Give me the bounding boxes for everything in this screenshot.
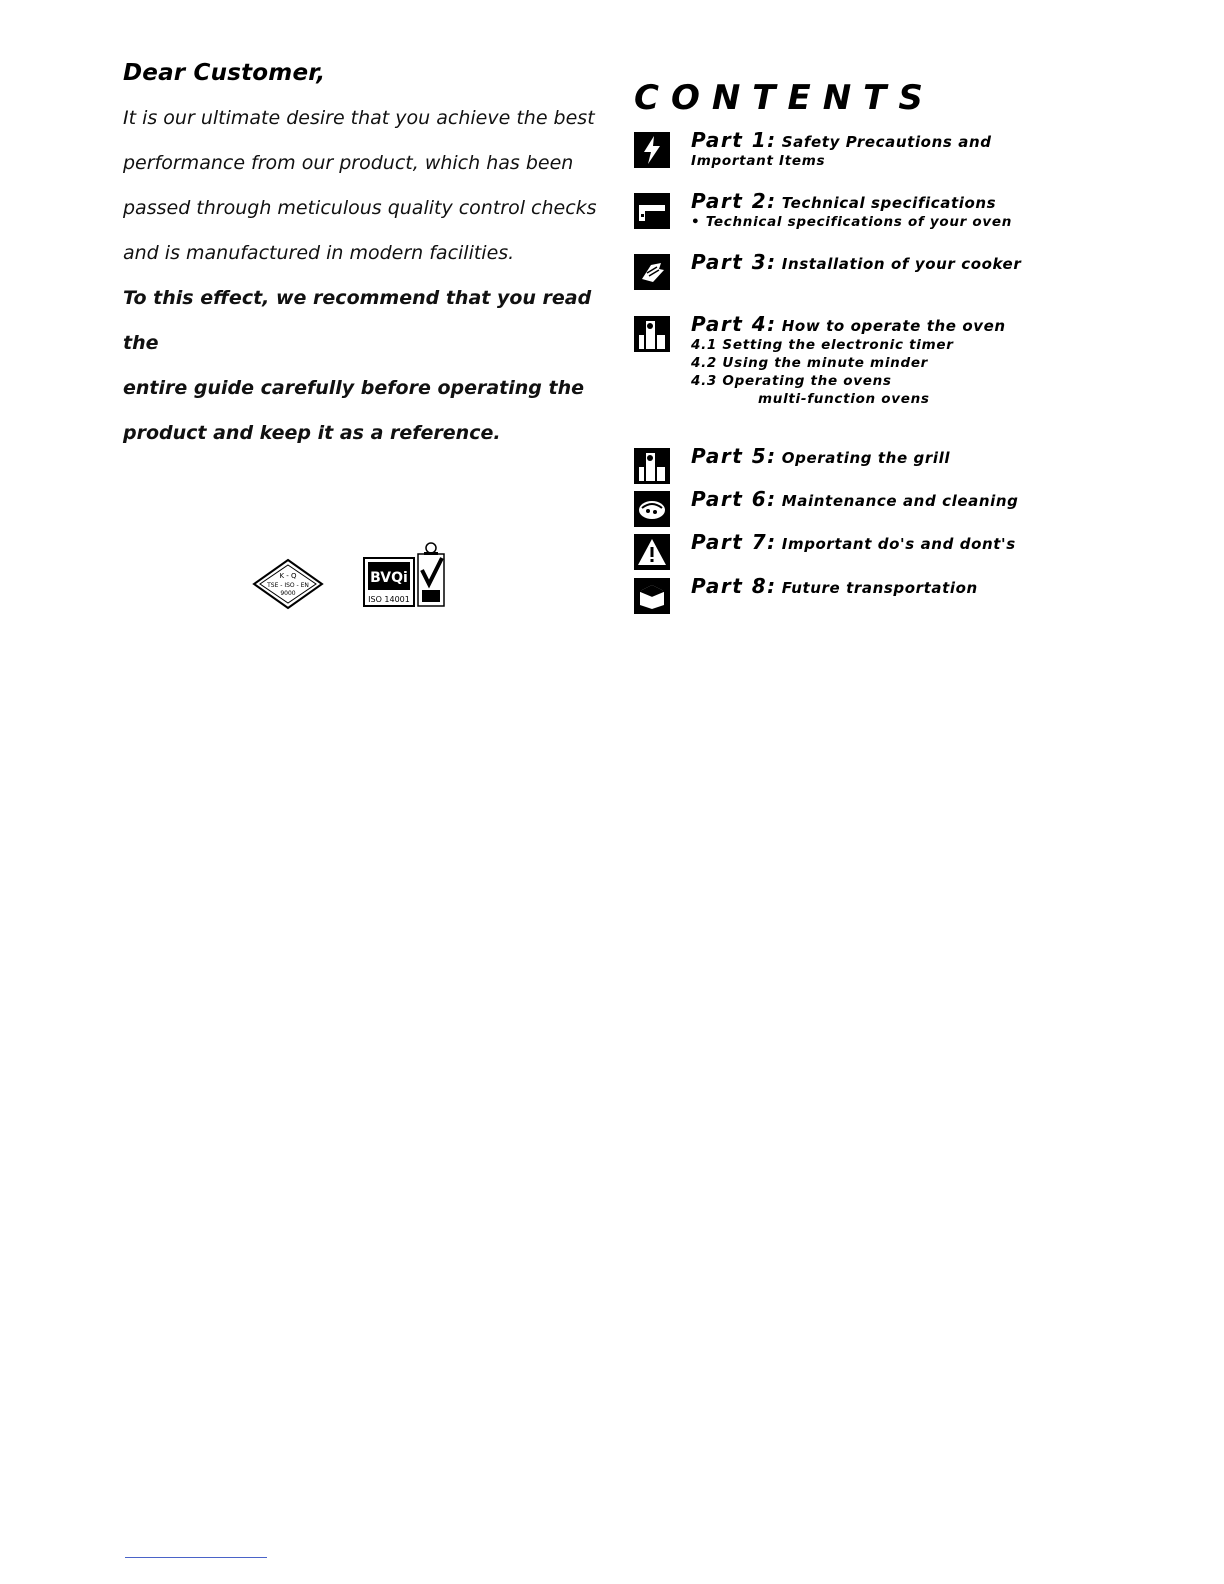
cleaning-icon xyxy=(634,491,670,527)
part-label: Part 5: xyxy=(691,444,777,468)
intro-line: passed through meticulous quality control checks xyxy=(123,197,597,219)
footnote-rule xyxy=(125,1557,267,1558)
bvqi-mark: BVQi xyxy=(370,570,408,586)
certification-logos xyxy=(252,540,452,612)
kq-line2: TSE - ISO - EN xyxy=(267,582,309,589)
bvqi-certification-logo xyxy=(362,540,448,610)
part-title: Installation of your cooker xyxy=(781,255,1022,273)
part-label: Part 2: xyxy=(691,189,777,213)
part-title: How to operate the oven xyxy=(781,317,1006,335)
contents-section xyxy=(634,78,1054,132)
part-label: Part 4: xyxy=(691,312,777,336)
recommendation-line: entire guide carefully before operating the xyxy=(123,377,585,399)
lightning-icon xyxy=(634,132,670,168)
part-title: Important do's and dont's xyxy=(781,535,1016,553)
part-title: Future transportation xyxy=(781,579,978,597)
recommendation-line: product and keep it as a reference. xyxy=(123,422,501,444)
intro-line: performance from our product, which has been xyxy=(123,152,574,174)
part-title: Maintenance and cleaning xyxy=(781,492,1019,510)
part-title: Safety Precautions and xyxy=(781,133,992,151)
warning-icon xyxy=(634,534,670,570)
part-title: Technical specifications xyxy=(781,194,997,212)
recommendation-line: To this effect, we recommend that you read the xyxy=(123,287,592,354)
intro-line: and is manufactured in modern facilities. xyxy=(123,242,515,264)
part-title: Operating the grill xyxy=(781,449,951,467)
intro-line: It is our ultimate desire that you achieve the best xyxy=(123,107,595,129)
hand-icon xyxy=(634,254,670,290)
spec-icon xyxy=(634,193,670,229)
intro-text xyxy=(123,96,603,456)
kq-line3: 9000 xyxy=(280,590,296,597)
part-label: Part 8: xyxy=(691,574,777,598)
part-subtitle: multi-function ovens xyxy=(758,391,930,407)
box-icon xyxy=(634,578,670,614)
greeting-heading: Dear Customer, xyxy=(123,60,326,86)
letter-section xyxy=(123,60,603,456)
kq-line1: K - Q xyxy=(279,572,297,580)
part-label: Part 3: xyxy=(691,250,777,274)
part-label: Part 7: xyxy=(691,530,777,554)
finger-press-icon xyxy=(634,316,670,352)
part-subtitle: Important Items xyxy=(691,153,826,169)
bvqi-label: ISO 14001 xyxy=(368,595,410,604)
kq-certification-logo xyxy=(252,558,324,610)
part-subtitle: 4.1 Setting the electronic timer xyxy=(691,337,954,353)
contents-title: CONTENTS xyxy=(634,78,935,118)
finger-press-icon xyxy=(634,448,670,484)
part-label: Part 6: xyxy=(691,487,777,511)
part-subtitle: • Technical specifications of your oven xyxy=(691,214,1013,230)
part-subtitle: 4.3 Operating the ovens xyxy=(691,373,892,389)
part-label: Part 1: xyxy=(691,128,777,152)
part-subtitle: 4.2 Using the minute minder xyxy=(691,355,929,371)
